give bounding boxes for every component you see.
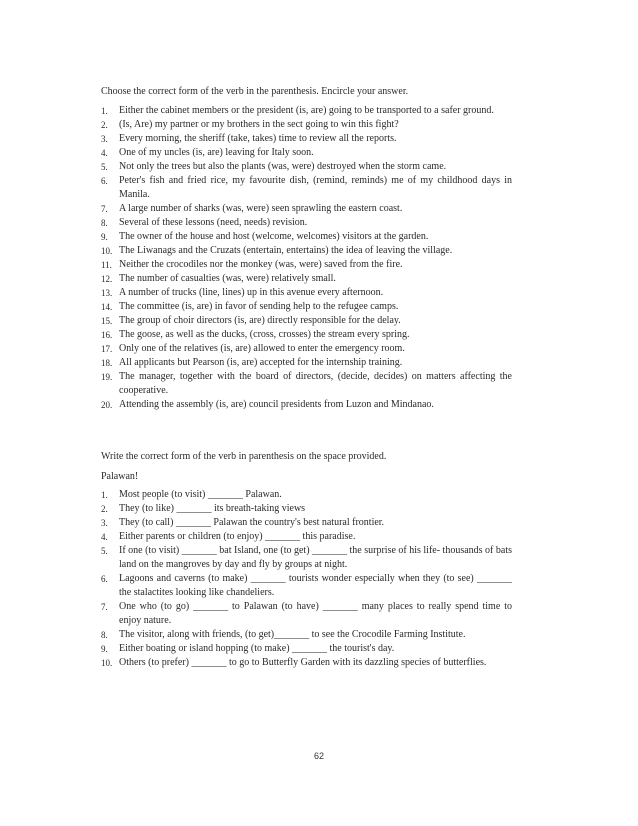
item-text: Either the cabinet members or the president (is, are) going to be transported to a safer ground.: [119, 105, 494, 116]
item-text: A number of trucks (line, lines) up in this avenue every afternoon.: [119, 287, 384, 298]
item-number: 8.: [101, 630, 108, 640]
list-item: [101, 132, 512, 146]
item-text: Neither the crocodiles nor the monkey (was, were) saved from the fire.: [119, 259, 403, 270]
item-number: 12.: [101, 274, 113, 284]
list-item: [101, 314, 512, 328]
item-number: 17.: [101, 344, 113, 354]
list-item: [101, 286, 512, 300]
item-number: 3.: [101, 134, 108, 144]
item-number: 16.: [101, 330, 113, 340]
item-number: 4.: [101, 148, 108, 158]
item-number: 10.: [101, 658, 113, 668]
list-item: [101, 216, 512, 230]
item-text: (Is, Are) my partner or my brothers in the sect going to win this fight?: [119, 119, 399, 130]
list-item: [101, 516, 512, 530]
item-number: 20.: [101, 400, 113, 410]
list-item: [101, 244, 512, 258]
list-item: [101, 502, 512, 516]
item-number: 6.: [101, 574, 108, 584]
item-text: The number of casualties (was, were) relatively small.: [119, 273, 336, 284]
item-number: 3.: [101, 518, 108, 528]
item-number: 19.: [101, 372, 113, 382]
item-text: The goose, as well as the ducks, (cross, crosses) the stream every spring.: [119, 329, 410, 340]
list-item: [101, 370, 512, 398]
item-number: 1.: [101, 490, 108, 500]
list-item: [101, 488, 512, 502]
item-text: All applicants but Pearson (is, are) accepted for the internship training.: [119, 357, 403, 368]
list-item: [101, 530, 512, 544]
list-item: [101, 230, 512, 244]
section1-instruction: Choose the correct form of the verb in the parenthesis. Encircle your answer.: [101, 86, 409, 97]
list-item: [101, 146, 512, 160]
item-text: Not only the trees but also the plants (was, were) destroyed when the storm came.: [119, 161, 447, 172]
item-text: Lagoons and caverns (to make) _______ tourists wonder especially when they (to see) _______ the stalactites looking like chandeliers.: [119, 573, 512, 598]
item-text: The visitor, along with friends, (to get)_______ to see the Crocodile Farming Institute.: [119, 629, 466, 640]
item-text: If one (to visit) _______ bat Island, one (to get) _______ the surprise of his life- thousands of bats land on the mangroves by day and fly by groups at night.: [119, 545, 512, 570]
section2-heading: Palawan!: [101, 471, 139, 482]
item-text: Either boating or island hopping (to make) _______ the tourist's day.: [119, 643, 395, 654]
item-number: 5.: [101, 162, 108, 172]
list-item: [101, 104, 512, 118]
item-text: A large number of sharks (was, were) seen sprawling the eastern coast.: [119, 203, 403, 214]
list-item: [101, 600, 512, 628]
item-number: 8.: [101, 218, 108, 228]
list-item: [101, 202, 512, 216]
list-item: [101, 642, 512, 656]
section1-question-list: [101, 104, 512, 412]
list-item: [101, 628, 512, 642]
section2-question-list: [101, 488, 512, 670]
list-item: [101, 160, 512, 174]
list-item: [101, 118, 512, 132]
item-number: 9.: [101, 644, 108, 654]
list-item: [101, 342, 512, 356]
item-text: The manager, together with the board of directors, (decide, decides) on matters affecting the cooperative.: [119, 371, 512, 396]
item-number: 13.: [101, 288, 113, 298]
item-number: 10.: [101, 246, 113, 256]
list-item: [101, 300, 512, 314]
item-text: The owner of the house and host (welcome, welcomes) visitors at the garden.: [119, 231, 429, 242]
item-text: Every morning, the sheriff (take, takes) time to review all the reports.: [119, 133, 397, 144]
list-item: [101, 174, 512, 202]
page-number: 62: [313, 751, 324, 761]
list-item: [101, 328, 512, 342]
item-number: 7.: [101, 602, 108, 612]
list-item: [101, 572, 512, 600]
list-item: [101, 544, 512, 572]
item-text: The committee (is, are) in favor of sending help to the refugee camps.: [119, 301, 399, 312]
item-text: Several of these lessons (need, needs) revision.: [119, 217, 308, 228]
item-text: Attending the assembly (is, are) council presidents from Luzon and Mindanao.: [119, 399, 434, 410]
item-text: One of my uncles (is, are) leaving for Italy soon.: [119, 147, 314, 158]
item-number: 15.: [101, 316, 113, 326]
list-item: [101, 272, 512, 286]
section2-instruction: Write the correct form of the verb in parenthesis on the space provided.: [101, 451, 387, 462]
item-text: Peter's fish and fried rice, my favourite dish, (remind, reminds) me of my childhood days in Manila.: [119, 175, 512, 200]
item-number: 5.: [101, 546, 108, 556]
item-number: 1.: [101, 106, 108, 116]
item-text: Either parents or children (to enjoy) _______ this paradise.: [119, 531, 356, 542]
item-number: 18.: [101, 358, 113, 368]
item-number: 6.: [101, 176, 108, 186]
item-text: Most people (to visit) _______ Palawan.: [119, 489, 282, 500]
item-text: They (to like) _______ its breath-taking views: [119, 503, 306, 514]
list-item: [101, 656, 512, 670]
item-number: 11.: [101, 260, 112, 270]
list-item: [101, 356, 512, 370]
item-text: They (to call) _______ Palawan the country's best natural frontier.: [119, 517, 385, 528]
item-number: 7.: [101, 204, 108, 214]
item-text: The Liwanags and the Cruzats (entertain, entertains) the idea of leaving the village.: [119, 245, 453, 256]
item-text: Others (to prefer) _______ to go to Butterfly Garden with its dazzling species of butterflies.: [119, 657, 487, 668]
item-text: One who (to go) _______ to Palawan (to have) _______ many places to really spend time to enjoy nature.: [119, 601, 512, 626]
item-number: 4.: [101, 532, 108, 542]
item-number: 9.: [101, 232, 108, 242]
item-text: Only one of the relatives (is, are) allowed to enter the emergency room.: [119, 343, 405, 354]
item-number: 14.: [101, 302, 113, 312]
item-text: The group of choir directors (is, are) directly responsible for the delay.: [119, 315, 401, 326]
list-item: [101, 398, 512, 412]
item-number: 2.: [101, 504, 108, 514]
item-number: 2.: [101, 120, 108, 130]
list-item: [101, 258, 512, 272]
